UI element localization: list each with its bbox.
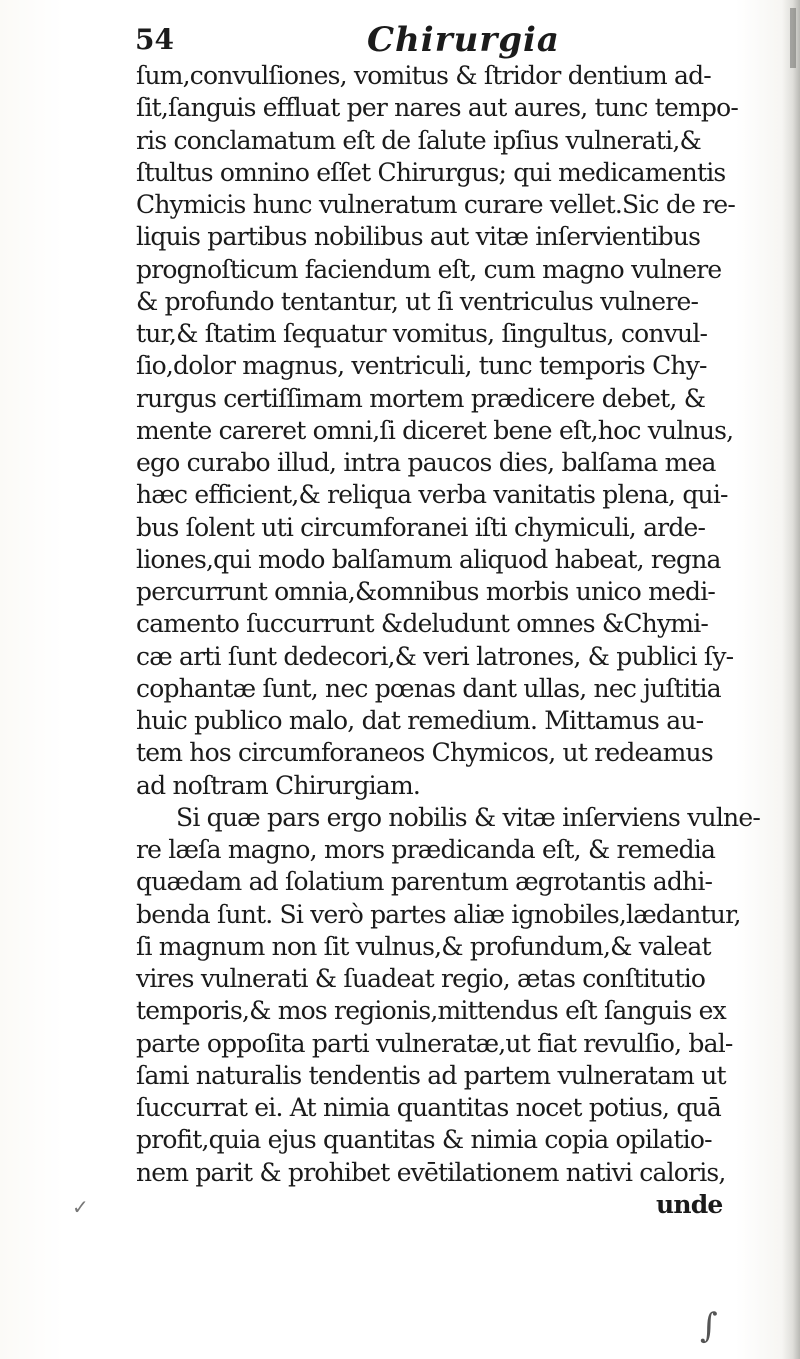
text-line-33: ſuccurrat ei. At nimia quantitas nocet potius, quā — [136, 1093, 721, 1122]
page-edge-mark — [790, 8, 796, 68]
text-line-21: huic publico malo, dat remedium. Mittamus au- — [136, 706, 704, 735]
ink-speck: ✓ — [72, 1195, 89, 1219]
running-head — [132, 18, 742, 62]
text-line-23: ad noſtram Chirurgiam. — [136, 770, 420, 800]
catchword: unde — [656, 1189, 723, 1219]
text-line-11: rurgus certiſſimam mortem prædicere debet, & — [136, 383, 706, 413]
text-line-4: ſtultus omnino eſſet Chirurgus; qui medicamentis — [136, 157, 726, 187]
text-line-28: ſi magnum non ſit vulnus,& profundum,& valeat — [136, 931, 711, 961]
text-line-35: nem parit & prohibet evētilationem nativi caloris, — [136, 1157, 726, 1187]
text-line-15: bus ſolent uti circumforanei iſti chymiculi, arde- — [136, 512, 706, 542]
page-edge-shadow — [782, 0, 800, 1359]
running-title: Chirurgia — [367, 20, 560, 60]
text-line-30: temporis,& mos regionis,mittendus eſt ſanguis ex — [136, 996, 726, 1026]
text-body — [136, 60, 766, 1221]
ink-scribble-mark: ∫ — [700, 1306, 718, 1346]
text-line-32: ſami naturalis tendentis ad partem vulneratam ut — [136, 1060, 726, 1090]
text-line-1: ſum,convulſiones, vomitus & ſtridor dentium ad- — [136, 61, 711, 90]
text-line-8: & profundo tentantur, ut ſi ventriculus vulnere- — [136, 286, 699, 316]
text-line-9: tur,& ſtatim ſequatur vomitus, ſingultus, convul- — [136, 319, 708, 348]
text-line-19: cæ arti ſunt dedecori,& veri latrones, & publici ſy- — [136, 641, 734, 671]
text-line-18: camento ſuccurrunt &deludunt omnes &Chymi- — [136, 609, 709, 639]
text-line-34: profit,quia ejus quantitas & nimia copia opilatio- — [136, 1125, 712, 1155]
text-line-25: re læſa magno, mors prædicanda eſt, & remedia — [136, 835, 716, 864]
text-line-31: parte oppoſita parti vulneratæ,ut fiat revulſio, bal- — [136, 1028, 733, 1058]
text-line-29: vires vulnerati & ſuadeat regio, ætas conſtitutio — [136, 964, 706, 993]
text-line-17: percurrunt omnia,&omnibus morbis unico medi- — [136, 577, 716, 606]
text-line-5: Chymicis hunc vulneratum curare vellet.Sic de re- — [136, 190, 736, 219]
text-line-20: cophantæ ſunt, nec pœnas dant ullas, nec juſtitia — [136, 673, 721, 703]
text-line-26: quædam ad ſolatium parentum ægrotantis adhi- — [136, 867, 713, 897]
text-line-13: ego curabo illud, intra paucos dies, balſama mea — [136, 448, 716, 477]
text-line-3: ris conclamatum eſt de ſalute ipſius vulnerati,& — [136, 125, 701, 155]
text-line-12: mente careret omni,ſi diceret bene eſt,hoc vulnus, — [136, 415, 734, 445]
text-line-14: hæc efficient,& reliqua verba vanitatis plena, qui- — [136, 480, 728, 510]
text-line-10: ſio,dolor magnus, ventriculi, tunc temporis Chy- — [136, 351, 707, 381]
text-line-24: Si quæ pars ergo nobilis & vitæ inſerviens vulne- — [176, 802, 760, 832]
text-line-7: prognoſticum faciendum eſt, cum magno vulnere — [136, 254, 722, 284]
text-line-2: ſit,ſanguis effluat per nares aut aures, tunc tempo- — [136, 93, 739, 123]
text-line-22: tem hos circumforaneos Chymicos, ut redeamus — [136, 738, 713, 768]
text-line-16: liones,qui modo balſamum aliquod habeat, regna — [136, 544, 721, 574]
page-number: 54 — [135, 23, 174, 56]
text-line-27: benda ſunt. Si verò partes aliæ ignobiles,lædantur, — [136, 899, 741, 929]
text-line-6: liquis partibus nobilibus aut vitæ inſervientibus — [136, 222, 701, 252]
